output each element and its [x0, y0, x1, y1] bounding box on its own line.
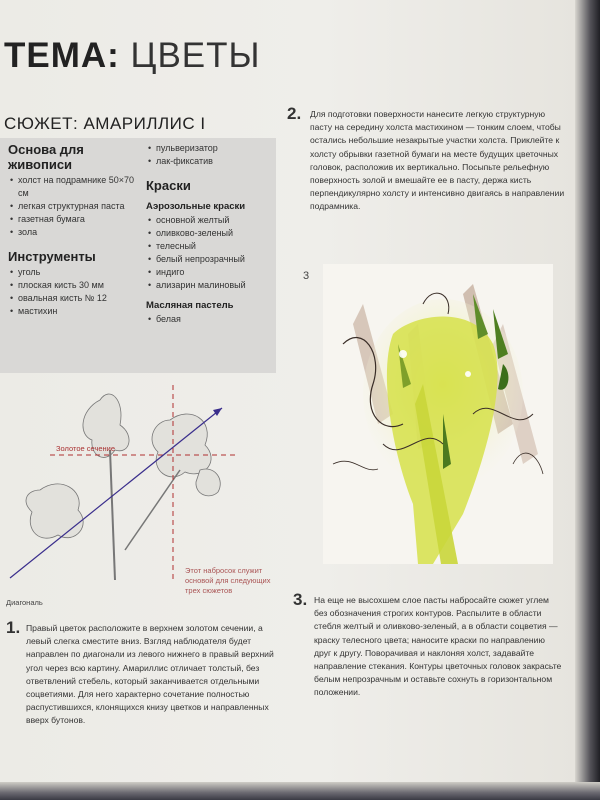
aerosol-heading: Аэрозольные краски [146, 201, 246, 212]
list-item: • легкая структурная паста [8, 200, 138, 213]
list-item: • уголь [8, 266, 138, 279]
step-2-number: 2. [287, 104, 302, 123]
aerosol-list [146, 214, 274, 292]
pastel-heading: Масляная пастель [146, 300, 234, 311]
materials-column-right [146, 142, 274, 326]
list-item: • холст на подрамнике 50×70 см [8, 174, 138, 200]
step-2-text: Для подготовки поверхности нанесите легкую структурную пасту на середину холста мастихином — тонким слоем, чтобы остались небольшие незакрытые участки холста. Приклейте к холсту обрывки газетной бумаги на месте будущих цветочных головок, расположив их вертикально. Посыпьте рельефную поверхность золой и вмешайте ее в пасту, держа кисть перпендикулярно холсту и интенсивно двигаясь в направлении подрамника. [310, 109, 565, 212]
step-3-number: 3. [293, 590, 308, 609]
page-subtitle: СЮЖЕТ: АМАРИЛЛИС I [4, 114, 206, 133]
list-item: • телесный [146, 240, 274, 253]
stem-sketch [110, 450, 115, 580]
list-item: • лак-фиксатив [146, 155, 274, 168]
list-item: • газетная бумага [8, 213, 138, 226]
figure-number: 3 [303, 270, 310, 282]
step-1-text: Правый цветок расположите в верхнем золотом сечении, а левый слегка сместите вниз. Взгляд наблюдателя будет направлен по диагонали из левого нижнего в правый верхний угол через всю картину. Амариллис отличает толстый, без ответвлений стебель, который заканчивается отдельными соцветиями. Для него характерно сочетание полностью распустившихся, клонящихся книзу цветков и направленных вверх бутонов. [26, 623, 274, 726]
title-theme: ТЕМА: [4, 36, 120, 75]
tools-heading: Инструменты [8, 249, 96, 264]
step-3-text: На еще не высохшем слое пасты набросайте сюжет углем без обозначения строгих контуров. Распылите в области стебля желтый и оливково-зеленый, а в области соцветия — краску телесного цвета; наносите краски по направлению друг к другу. Поворачивая и наклоняя холст, задавайте направление стекания. Контуры цветочных головок закрасьте белым непрозрачным и оставьте сохнуть в горизонтальном положении. [314, 595, 562, 698]
extra-tools-list [146, 142, 274, 168]
list-item: • плоская кисть 30 мм [8, 279, 138, 292]
list-item: • оливково-зеленый [146, 227, 274, 240]
base-list [8, 174, 138, 239]
list-item: • белый непрозрачный [146, 253, 274, 266]
page-title [4, 36, 261, 76]
pastel-list [146, 313, 274, 326]
painting-illustration [323, 264, 553, 564]
title-topic: ЦВЕТЫ [130, 36, 261, 75]
list-item: • мастихин [8, 305, 138, 318]
page-edge [575, 0, 600, 800]
tools-list [8, 266, 138, 318]
bottom-edge [0, 782, 600, 800]
list-item: • индиго [146, 266, 274, 279]
stem-sketch [125, 470, 180, 550]
list-item: • ализарин малиновый [146, 279, 274, 292]
list-item: • зола [8, 226, 138, 239]
amaryllis-sketch [0, 380, 280, 590]
flower-sketch [26, 484, 83, 538]
list-item: • основной желтый [146, 214, 274, 227]
list-item: • пульверизатор [146, 142, 274, 155]
sketch-caption: Этот набросок служит основой для следующих трех сюжетов [185, 566, 271, 595]
golden-section-label: Золотое сечение [56, 444, 116, 453]
paints-heading: Краски [146, 178, 191, 193]
step-1-number: 1. [6, 618, 21, 637]
list-item: • белая [146, 313, 274, 326]
base-heading: Основа для живописи [8, 142, 84, 172]
list-item: • овальная кисть № 12 [8, 292, 138, 305]
materials-box [0, 138, 276, 373]
bud-sketch [196, 469, 220, 496]
painting-image [323, 264, 553, 564]
materials-column-left [8, 142, 138, 318]
diagonal-label: Диагональ [6, 598, 43, 607]
